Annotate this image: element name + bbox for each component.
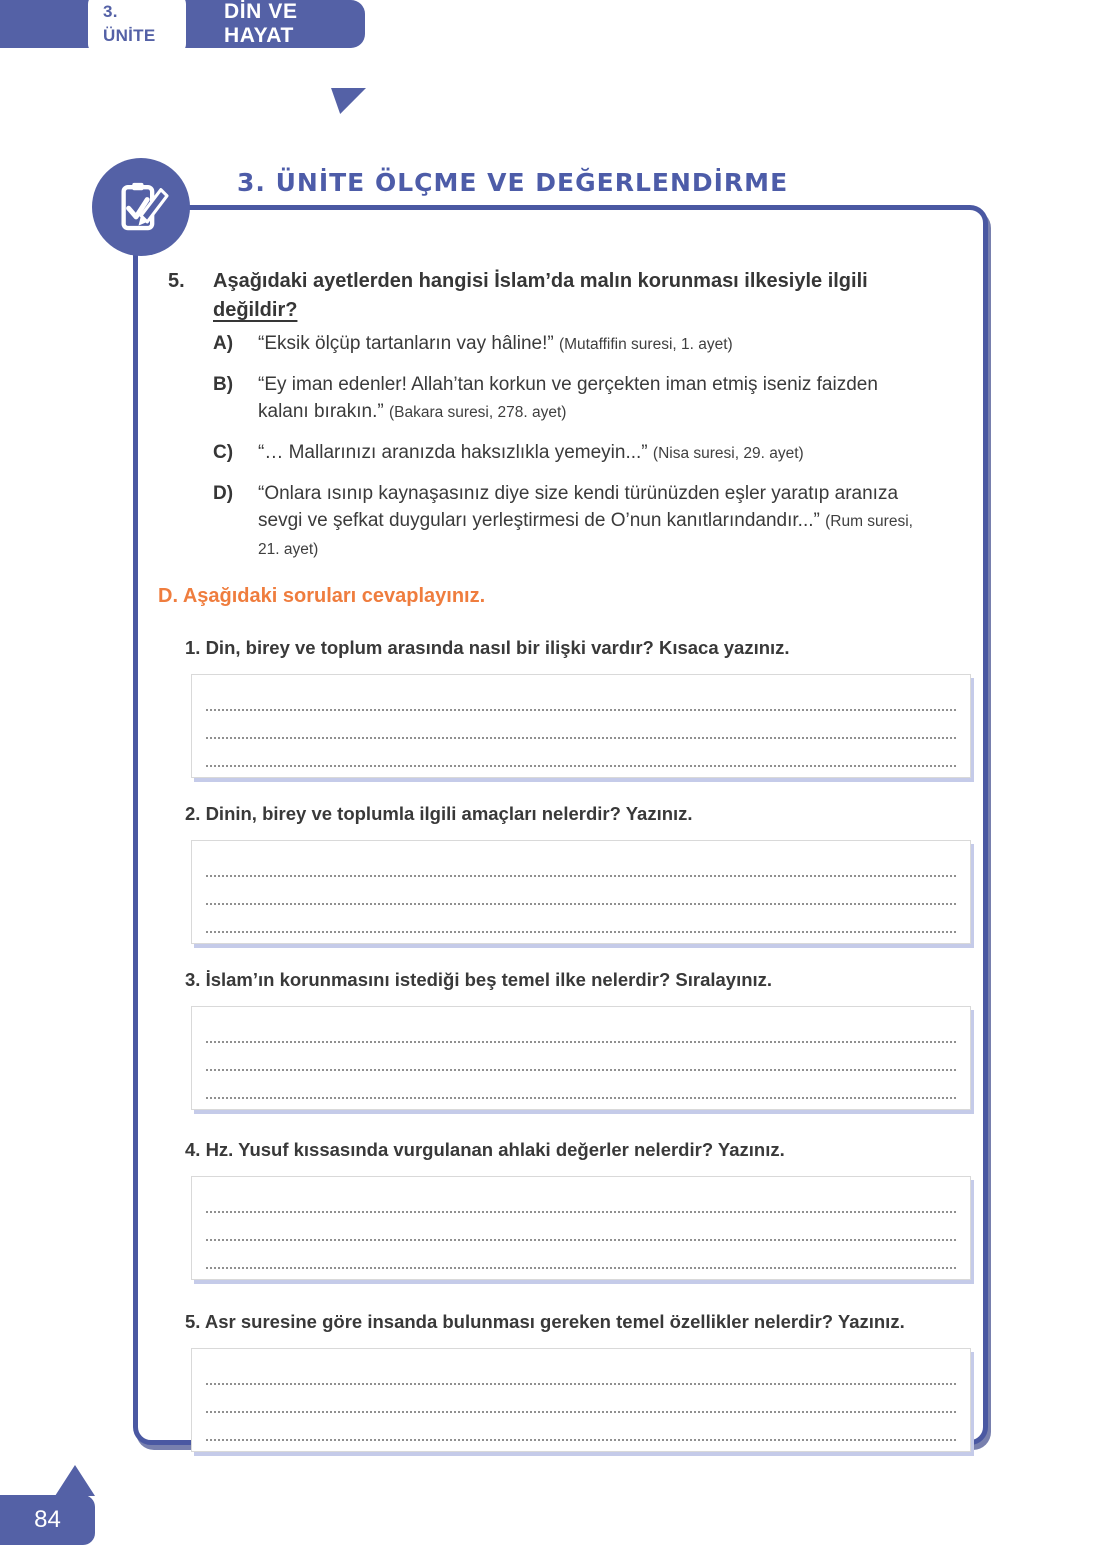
option-d-label: D) xyxy=(213,483,234,504)
unit-number-badge: 3. ÜNİTE xyxy=(88,0,186,53)
option-b-quote: “Ey iman edenler! Allah’tan korkun ve gerçekten iman etmiş iseniz faizden kalanı bırakın.” xyxy=(258,374,878,422)
answer-line xyxy=(206,905,956,933)
page-number-badge xyxy=(0,1495,95,1545)
answer-line xyxy=(206,1385,956,1413)
answer-line xyxy=(206,849,956,877)
answer-line xyxy=(206,711,956,739)
option-a-text xyxy=(258,330,923,358)
answer-line xyxy=(206,1185,956,1213)
answer-line xyxy=(206,1413,956,1441)
question-5-stem-underlined: değildir? xyxy=(213,299,298,321)
answer-line xyxy=(206,1015,956,1043)
page-number: 84 xyxy=(34,1506,61,1533)
option-c-text xyxy=(258,439,923,467)
answer-line xyxy=(206,1071,956,1099)
open-question-5: 5. Asr suresine göre insanda bulunması gereken temel özellikler nelerdir? Yazınız. xyxy=(185,1311,905,1332)
option-c-reference: (Nisa suresi, 29. ayet) xyxy=(652,445,804,462)
open-question-3: 3. İslam’ın korunmasını istediği beş temel ilke nelerdir? Sıralayınız. xyxy=(185,969,773,990)
option-d xyxy=(213,480,958,563)
question-5-number: 5. xyxy=(168,270,185,292)
section-d-heading: D. Aşağıdaki soruları cevaplayınız. xyxy=(158,585,486,607)
section-title: 3. ÜNİTE ÖLÇME VE DEĞERLENDİRME xyxy=(237,168,789,197)
answer-line xyxy=(206,1043,956,1071)
answer-line xyxy=(206,1241,956,1269)
unit-banner xyxy=(0,0,365,48)
option-b-text xyxy=(258,371,923,426)
open-question-2: 2. Dinin, birey ve toplumla ilgili amaçları nelerdir? Yazınız. xyxy=(185,803,693,824)
option-c xyxy=(213,439,958,467)
unit-title: DİN VE HAYAT xyxy=(223,0,298,47)
answer-box-2 xyxy=(191,840,971,944)
answer-line xyxy=(206,1213,956,1241)
option-d-reference: (Rum suresi, 21. ayet) xyxy=(258,513,913,558)
page-badge-tail xyxy=(55,1465,95,1496)
option-b-label: B) xyxy=(213,374,234,395)
option-a-reference: (Mutaffifin suresi, 1. ayet) xyxy=(558,336,733,353)
option-a-quote: “Eksik ölçüp tartanların vay hâline!” xyxy=(258,333,554,354)
evaluation-card xyxy=(133,205,988,1445)
answer-box-5 xyxy=(191,1348,971,1452)
option-c-label: C) xyxy=(213,442,234,463)
option-a xyxy=(213,330,958,358)
answer-box-3 xyxy=(191,1006,971,1110)
option-a-label: A) xyxy=(213,333,234,354)
option-b-reference: (Bakara suresi, 278. ayet) xyxy=(388,404,567,421)
option-c-quote: “… Mallarınızı aranızda haksızlıkla yemeyin...” xyxy=(258,442,648,463)
answer-line xyxy=(206,739,956,767)
unit-banner-tail xyxy=(328,88,366,114)
open-question-1: 1. Din, birey ve toplum arasında nasıl bir ilişki vardır? Kısaca yazınız. xyxy=(185,637,790,658)
option-b xyxy=(213,371,958,426)
question-5-stem xyxy=(213,267,913,325)
option-d-quote: “Onlara ısınıp kaynaşasınız diye size kendi türünüzden eşler yaratıp aranıza sevgi ve şefkat duyguları yerleştirmesi de O’nun kanıtlarındandır...” xyxy=(258,483,899,531)
question-5 xyxy=(168,267,958,325)
answer-box-1 xyxy=(191,674,971,778)
answer-line xyxy=(206,1357,956,1385)
answer-line xyxy=(206,683,956,711)
option-d-text xyxy=(258,480,923,563)
question-5-stem-text: Aşağıdaki ayetlerden hangisi İslam’da malın korunması ilkesiyle ilgili xyxy=(213,270,868,292)
clipboard-pencil-icon xyxy=(110,176,172,238)
evaluation-icon xyxy=(92,158,190,256)
answer-line xyxy=(206,877,956,905)
answer-box-4 xyxy=(191,1176,971,1280)
question-5-options xyxy=(213,330,958,563)
open-question-4: 4. Hz. Yusuf kıssasında vurgulanan ahlaki değerler nelerdir? Yazınız. xyxy=(185,1139,785,1160)
